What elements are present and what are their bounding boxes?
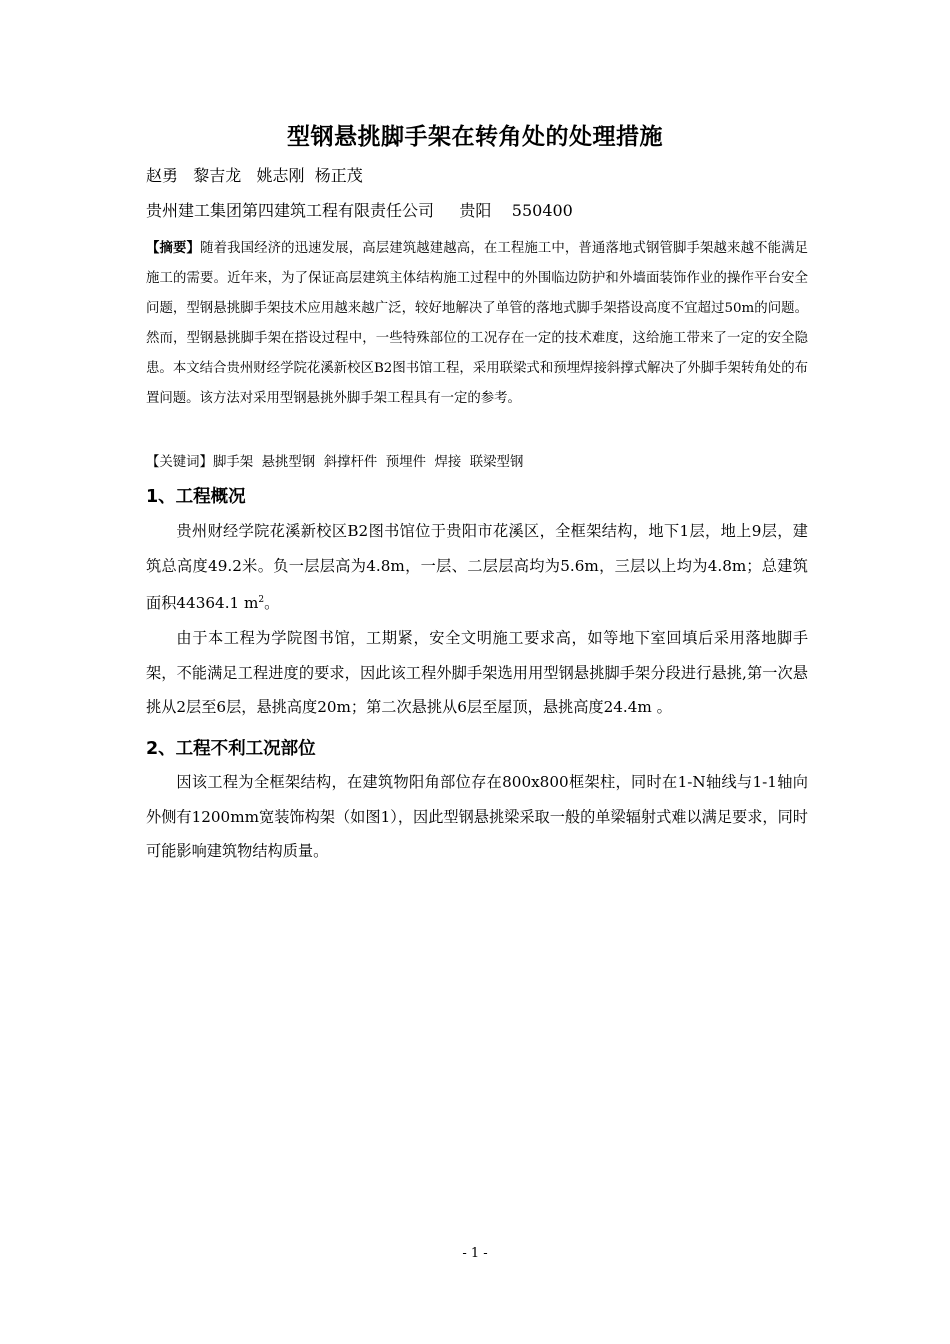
section-heading-overview: 1、工程概况 [146, 487, 246, 507]
section-heading-unfavorable-conditions: 2、工程不利工况部位 [146, 739, 316, 759]
paragraph-text-end: 。 [264, 594, 280, 613]
page-number: - 1 - [462, 1246, 488, 1261]
paragraph-overview-1 [146, 514, 808, 621]
abstract-label: 【摘要】 [146, 240, 201, 256]
paragraph-unfavorable-1: 因该工程为全框架结构，在建筑物阳角部位存在800x800框架柱，同时在1-N轴线与1-1轴向外侧有1200mm宽装饰构架（如图1），因此型钢悬挑梁采取一般的单梁辐射式难以满足要求，同时可能影响建筑物结构质量。 [146, 773, 808, 860]
paper-title: 型钢悬挑脚手架在转角处的处理措施 [287, 124, 663, 150]
keywords: 【关键词】脚手架 悬挑型钢 斜撑杆件 预埋件 焊接 联梁型钢 [146, 455, 524, 470]
paragraph-overview-2: 由于本工程为学院图书馆，工期紧，安全文明施工要求高，如等地下室回填后采用落地脚手架，不能满足工程进度的要求，因此该工程外脚手架选用用型钢悬挑脚手架分段进行悬挑,第一次悬挑从2层至6层，悬挑高度20m；第二次悬挑从6层至屋顶，悬挑高度24.4m 。 [146, 629, 808, 716]
author-list: 赵勇 黎吉龙 姚志刚 杨正茂 [146, 166, 363, 185]
paragraph-text: 贵州财经学院花溪新校区B2图书馆位于贵阳市花溪区，全框架结构，地下1层，地上9层，建筑总高度49.2米。负一层层高为4.8m，一层、二层层高均为5.6m，三层以上均为4.8m；总建筑面积44364.1 m [146, 522, 808, 613]
abstract [146, 233, 808, 414]
affiliation: 贵州建工集团第四建筑工程有限责任公司 贵阳 550400 [146, 201, 573, 220]
superscript: 2 [258, 595, 265, 605]
abstract-text: 随着我国经济的迅速发展，高层建筑越建越高，在工程施工中，普通落地式钢管脚手架越来越不能满足施工的需要。近年来，为了保证高层建筑主体结构施工过程中的外围临边防护和外墙面装饰作业的操作平台安全问题，型钢悬挑脚手架技术应用越来越广泛，较好地解决了单管的落地式脚手架搭设高度不宜超过50m的问题。然而，型钢悬挑脚手架在搭设过程中，一些特殊部位的工况存在一定的技术难度，这给施工带来了一定的安全隐患。本文结合贵州财经学院花溪新校区B2图书馆工程，采用联梁式和预埋焊接斜撑式解决了外脚手架转角处的布置问题。该方法对采用型钢悬挑外脚手架工程具有一定的参考。 [146, 241, 809, 406]
